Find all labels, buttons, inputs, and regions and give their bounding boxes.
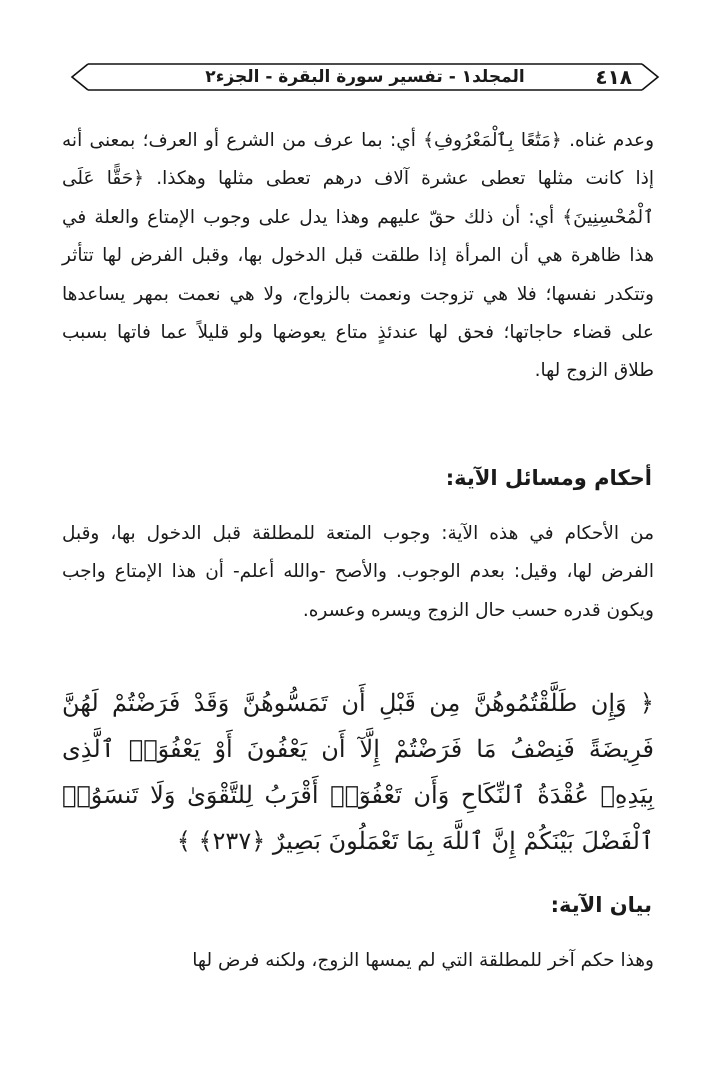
quran-verse-text: ﴿ وَإِن طَلَّقْتُمُوهُنَّ مِن قَبْلِ أَن تَمَسُّوهُنَّ وَقَدْ فَرَضْتُمْ لَهُنَّ فَرِيضَةً فَنِصْفُ مَا فَرَضْتُمْ إِلَّآ أَن يَعْفُونَ أَوْ يَعْفُوَا۟ ٱلَّذِى بِيَدِهِۦ عُقْدَةُ ٱلنِّكَاحِ وَأَن تَعْفُوٓا۟ أَقْرَبُ لِلتَّقْوَىٰ وَلَا تَنسَوُا۟ ٱلْفَضْلَ بَيْنَكُمْ إِنَّ ٱللَّهَ بِمَا تَعْمَلُونَ بَصِيرٌ ﴿٢٣٧﴾ ﴾: [62, 689, 654, 855]
page-number: ٤١٨: [595, 65, 632, 89]
running-title: المجلد١ - تفسير سورة البقرة - الجزء٢: [205, 67, 525, 87]
text-line: ﴿حَقًّا عَلَى ٱلْمُحْسِنِينَ﴾ أي: أن ذلك حقّ عليهم وهذا يدل على وجوب: [62, 168, 654, 228]
verse-explanation-paragraph: [62, 942, 654, 980]
page-header: [70, 60, 660, 96]
text-line: يعوضها ولو قليلاً عما فاتها بسبب طلاق الزوج لها.: [62, 322, 654, 382]
rulings-paragraph: [62, 515, 654, 630]
rulings-text: [62, 515, 654, 630]
text-line: من الأحكام في هذه الآية: وجوب المتعة للمطلقة قبل الدخول بها،: [110, 523, 655, 544]
text-line: وهذا حكم آخر للمطلقة التي لم يمسها الزوج، ولكنه فرض لها: [192, 950, 654, 971]
text-line: الإمتاع واجب ويكون قدره حسب حال الزوج ويسره وعسره.: [62, 561, 654, 621]
explanation-paragraph: [62, 122, 654, 391]
text-line: ولا هي نعمت بمهر يساعدها على قضاء حاجاتها؛ فحق لها عندئذٍ متاع: [62, 283, 654, 344]
text-line: وعدم غناه. ﴿مَتَٰعًا بِٱلْمَعْرُوفِ﴾ أي: بما عرف من الشرع أو العرف؛: [142, 130, 654, 151]
text-line: وقبل الفرض لها تتأثر وتتكدر نفسها؛ فلا هي تزوجت ونعمت بالزواج،: [62, 245, 654, 305]
section-heading-rulings: أحكام ومسائل الآية:: [445, 466, 652, 490]
text-line: الإمتاع والعلة في هذا ظاهرة هي أن المرأة إذا طلقت قبل الدخول بها،: [62, 206, 654, 267]
text-line: بمعنى أنه إذا كانت مثلها تعطى عشرة آلاف درهم تعطى مثلها وهكذا.: [62, 130, 654, 190]
quran-verse-block: [62, 680, 654, 864]
explanation-text: [62, 122, 654, 391]
section-heading-verse-explanation: بيان الآية:: [550, 893, 652, 917]
verse-explanation-text: [62, 942, 654, 980]
text-line: وقبل الفرض لها، وقيل: بعدم الوجوب. والأصح -والله أعلم- أن هذا: [62, 523, 654, 583]
